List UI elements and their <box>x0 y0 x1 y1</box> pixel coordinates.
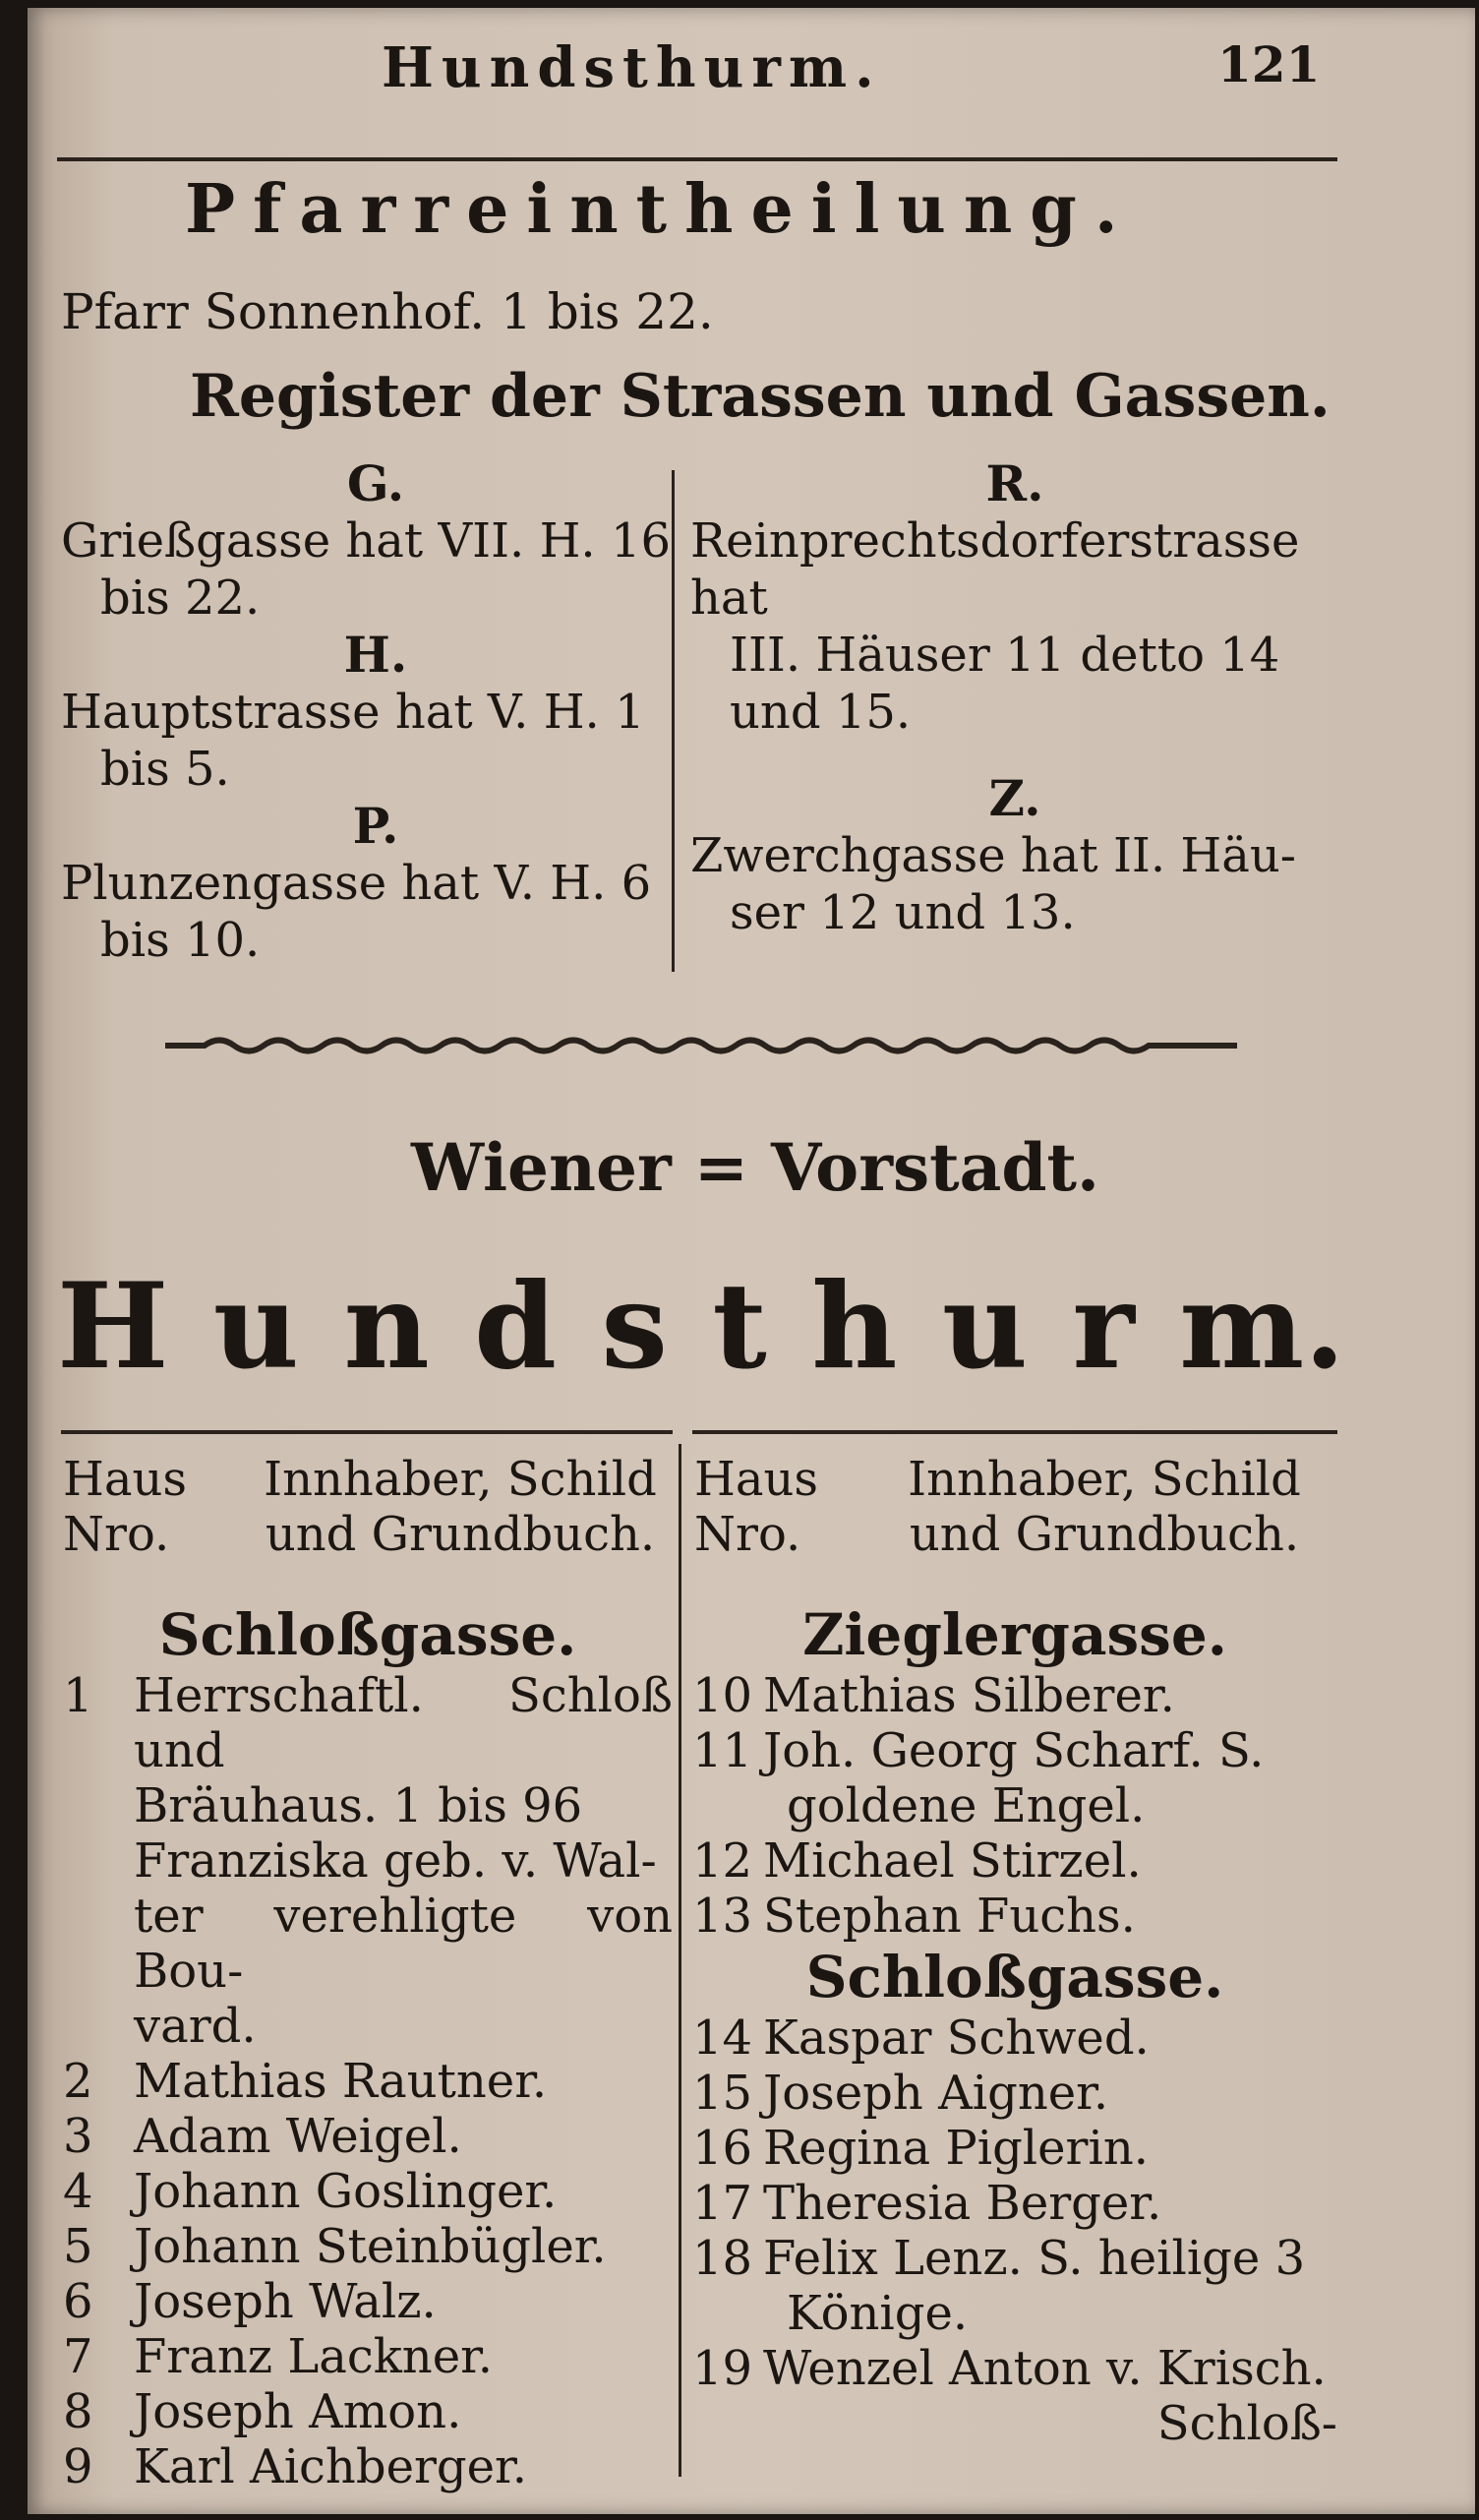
suburb-label: Wiener = Vorstadt. <box>411 1129 1099 1206</box>
catchword: Schloß- <box>1156 2396 1337 2451</box>
title-letter: d <box>474 1257 558 1396</box>
table-row: 11 Joh. Georg Scharf. S. goldene Engel. <box>692 1723 1265 1833</box>
column-header-owner: Innhaber, Schild und Grundbuch. <box>264 1452 657 1562</box>
title-letter: h <box>811 1257 898 1396</box>
register-letter: G. <box>346 454 405 512</box>
page-number: 121 <box>1217 35 1321 93</box>
register-entry: Reinprechtsdorferstrasse hat III. Häuser 11 detto 14 und 15. <box>690 513 1300 740</box>
register-entry: Grießgasse hat VII. H. 16 bis 22. <box>61 513 672 626</box>
table-rule-right <box>692 1430 1337 1434</box>
parish-line: Pfarr Sonnenhof. 1 bis 22. <box>61 283 714 340</box>
register-letter: H. <box>343 626 408 684</box>
table-row: 15 Joseph Aigner. <box>692 2066 1109 2121</box>
register-divider <box>672 470 675 972</box>
table-rule-left <box>61 1430 673 1434</box>
title-letter: t <box>712 1257 767 1396</box>
title-letter: r <box>1072 1257 1135 1396</box>
table-row: 8 Joseph Amon. <box>63 2384 462 2439</box>
table-divider <box>679 1444 681 2477</box>
table-row: 19 Wenzel Anton v. Krisch. <box>692 2341 1327 2396</box>
table-row: 4 Johann Goslinger. <box>63 2164 558 2219</box>
running-head: Hundsthurm. <box>382 35 882 100</box>
register-letter: Z. <box>988 769 1041 827</box>
table-right-body <box>692 1601 1337 2451</box>
register-heading: Register der Strassen und Gassen. <box>190 362 1331 431</box>
title-letter: s <box>601 1257 668 1396</box>
title-letter: u <box>941 1257 1029 1396</box>
table-row: 5 Johann Steinbügler. <box>63 2219 607 2274</box>
table-row: 12 Michael Stirzel. <box>692 1833 1142 1889</box>
register-letter: P. <box>352 797 399 855</box>
table-row: 3 Adam Weigel. <box>63 2109 462 2164</box>
table-row: 7 Franz Lackner. <box>63 2329 494 2384</box>
table-row: 16 Regina Piglerin. <box>692 2121 1150 2176</box>
register-left-column <box>61 455 690 969</box>
street-heading: Schloßgasse. <box>158 1601 577 1668</box>
street-heading: Schloßgasse. <box>805 1944 1224 2010</box>
table-row: 13 Stephan Fuchs. <box>692 1889 1136 1944</box>
title-letter: m. <box>1179 1257 1345 1396</box>
table-row: 10 Mathias Silberer. <box>692 1668 1175 1723</box>
table-row: 18 Felix Lenz. S. heilige 3 Könige. <box>692 2231 1306 2341</box>
table-row: 6 Joseph Walz. <box>63 2274 437 2329</box>
register-entry: Plunzengasse hat V. H. 6 bis 10. <box>61 856 652 968</box>
ornamental-rule <box>165 1031 1237 1060</box>
header-rule <box>57 157 1337 161</box>
register-entry: Zwerchgasse hat II. Häu- ser 12 und 13. <box>690 828 1296 940</box>
table-row: 14 Kaspar Schwed. <box>692 2010 1150 2066</box>
table-row: 17 Theresia Berger. <box>692 2176 1162 2231</box>
title-letter: n <box>343 1257 430 1396</box>
column-header-number: Haus Nro. <box>694 1452 819 1562</box>
register-letter: R. <box>985 454 1044 512</box>
register-right-column <box>690 455 1339 941</box>
column-header-owner: Innhaber, Schild und Grundbuch. <box>908 1452 1301 1562</box>
street-heading: Zieglergasse. <box>802 1601 1227 1668</box>
table-left-body <box>63 1601 673 2494</box>
section-title <box>57 1257 1345 1396</box>
title-letter: H <box>57 1257 169 1396</box>
parish-heading: Pfarreintheilung. <box>185 170 1136 249</box>
book-page <box>28 8 1475 2514</box>
column-header-number: Haus Nro. <box>63 1452 188 1562</box>
table-row: 2 Mathias Rautner. <box>63 2054 548 2109</box>
table-row: 9 Karl Aichberger. <box>63 2439 527 2494</box>
table-row: 1 Herrschaftl. Schloß und Bräuhaus. 1 bis 96 Franziska geb. v. Wal- ter verehligte von Bou- vard. <box>63 1668 673 2054</box>
register-entry: Hauptstrasse hat V. H. 1 bis 5. <box>61 685 645 797</box>
title-letter: u <box>212 1257 300 1396</box>
